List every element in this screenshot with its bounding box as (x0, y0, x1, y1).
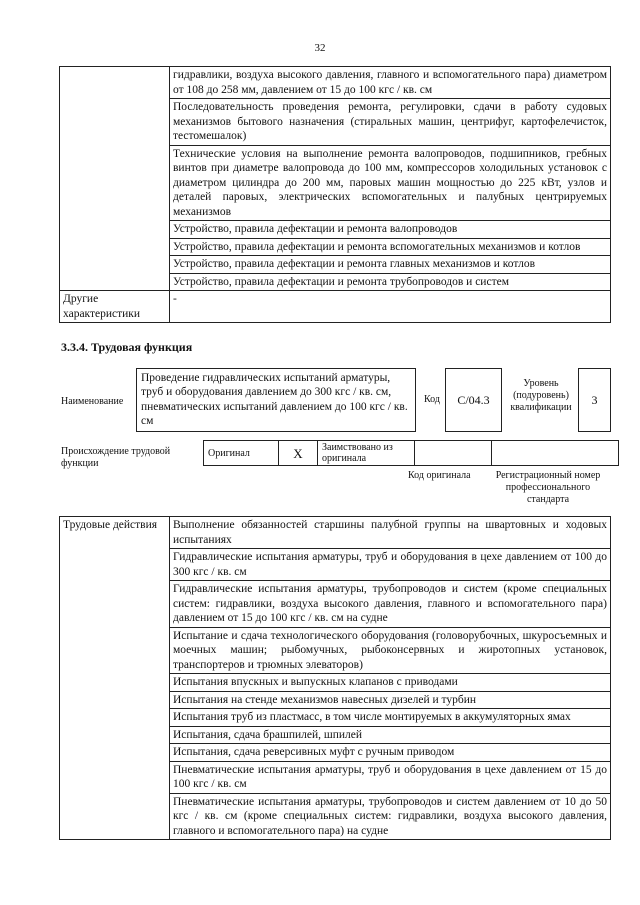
name-label: Наименование (61, 396, 124, 407)
table-cell: Устройство, правила дефектации и ремонта главных механизмов и котлов (170, 256, 611, 274)
table-cell: Технические условия на выполнение ремонта валопроводов, подшипников, гребных винтов при диаметре валопровода до 100 мм, компрессоров холодильных установок с диаметром цилиндра до 200 мм, паровых машин мощностью до 225 кВт, узлов и деталей паровых, электрических вспомогательных и палубных центрируемых механизмов (170, 145, 611, 221)
code-original-label: Код оригинала (408, 470, 471, 481)
code-label: Код (424, 394, 440, 405)
action-item: Гидравлические испытания арматуры, трубопроводов и систем (кроме специальных систем: гидравлики, воздуха высокого давления, главного и вспомогательного пара) давлением от 15 до 100 кгс / кв. см на судне (170, 581, 611, 628)
table-cell: Последовательность проведения ремонта, регулировки, сдачи в работу судовых механизмов бытового назначения (стиральных машин, центрифуг, картофелечисток, тестомешалок) (170, 99, 611, 146)
original-mark: X (279, 441, 318, 466)
level-value: 3 (578, 368, 611, 432)
other-characteristics-value: - (170, 291, 611, 323)
action-item: Испытания труб из пластмасс, в том числе монтируемых в аккумуляторных ямах (170, 709, 611, 727)
table-cell: Устройство, правила дефектации и ремонта трубопроводов и систем (170, 273, 611, 291)
action-item: Испытание и сдача технологического оборудования (головорубочных, шкуросъемных и моечных машин; рыбомучных, рыбоконсервных и жиротопных установок, транспортеров и трюмных элеваторов) (170, 627, 611, 674)
action-item: Испытания впускных и выпускных клапанов с приводами (170, 674, 611, 692)
table-row (60, 67, 611, 99)
original-label: Оригинал (204, 441, 279, 466)
page-number: 32 (314, 42, 326, 54)
table-row (60, 517, 611, 549)
origin-label: Происхождение трудовой функции (61, 446, 171, 469)
table-cell: гидравлики, воздуха высокого давления, главного и вспомогательного пара) диаметром от 108 до 258 мм, давлением от 15 до 100 кгс / кв. см (170, 67, 611, 99)
table-cell: Устройство, правила дефектации и ремонта валопроводов (170, 221, 611, 239)
table-row (204, 441, 619, 466)
table-cell: Устройство, правила дефектации и ремонта вспомогательных механизмов и котлов (170, 238, 611, 256)
action-item: Гидравлические испытания арматуры, труб и оборудования в цехе давлением от 100 до 300 кгс / кв. см (170, 549, 611, 581)
section-title: 3.3.4. Трудовая функция (61, 340, 193, 354)
level-label: Уровень (подуровень) квалификации (510, 378, 572, 413)
actions-table (59, 516, 611, 840)
code-value: C/04.3 (445, 368, 502, 432)
origin-table (203, 440, 619, 466)
other-characteristics-label: Другие характеристики (60, 291, 170, 323)
action-item: Пневматические испытания арматуры, трубопроводов и систем давлением от 10 до 50 кгс / кв. см (кроме специальных систем: гидравлики, воздуха высокого давления, главного и вспомогательного пара) на судне (170, 793, 611, 840)
action-item: Испытания, сдача брашпилей, шпилей (170, 726, 611, 744)
reg-number-cell (492, 441, 619, 466)
actions-label: Трудовые действия (60, 517, 170, 840)
code-original-cell (415, 441, 492, 466)
action-item: Испытания на стенде механизмов навесных дизелей и турбин (170, 691, 611, 709)
table-cell-left (60, 67, 170, 291)
table-row (60, 291, 611, 323)
action-item: Испытания, сдача реверсивных муфт с ручным приводом (170, 744, 611, 762)
action-item: Пневматические испытания арматуры, труб и оборудования в цехе давлением от 15 до 100 кгс / кв. см (170, 761, 611, 793)
function-name: Проведение гидравлических испытаний арматуры, труб и оборудования давлением до 300 кгс / кв. см, пневматических испытаний давлением до 100 кгс / кв. см (136, 368, 416, 432)
reg-number-label: Регистрационный номер профессионального стандарта (495, 470, 601, 505)
action-item: Выполнение обязанностей старшины палубной группы на швартовных и ходовых испытаниях (170, 517, 611, 549)
borrowed-label: Заимствовано из оригинала (318, 441, 415, 466)
knowledge-table (59, 66, 611, 323)
